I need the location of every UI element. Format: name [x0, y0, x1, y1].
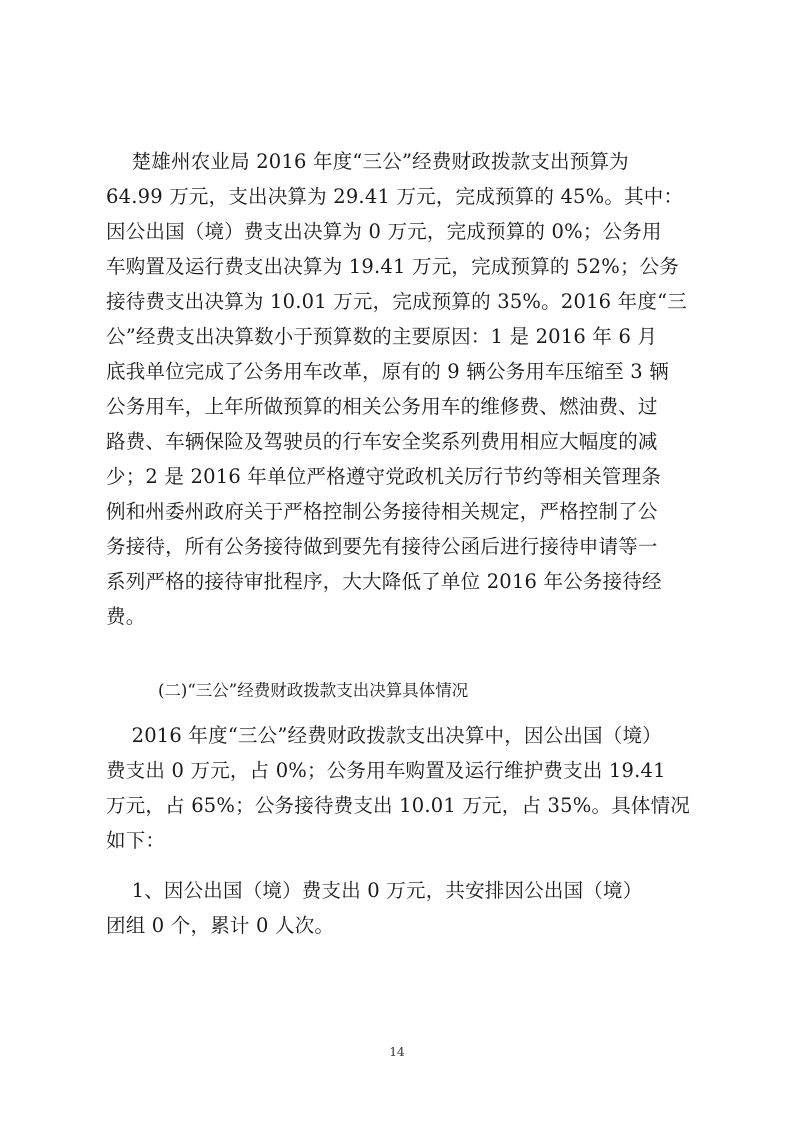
- paragraph-1-line: 务接待，所有公务接待做到要先有接待公函后进行接待申请等一: [106, 535, 658, 558]
- paragraph-1-line: 公务用车，上年所做预算的相关公务用车的维修费、燃油费、过: [106, 395, 658, 418]
- paragraph-2-line: 费支出 0 万元，占 0%；公务用车购置及运行维护费支出 19.41: [106, 759, 666, 782]
- paragraph-1-line: 底我单位完成了公务用车改革，原有的 9 辆公务用车压缩至 3 辆: [106, 360, 670, 383]
- paragraph-1-line: 因公出国（境）费支出决算为 0 万元，完成预算的 0%；公务用: [106, 220, 662, 243]
- paragraph-3-line: 1、因公出国（境）费支出 0 万元，共安排因公出国（境）: [106, 879, 643, 902]
- paragraph-2-line: 2016 年度“三公”经费财政拨款支出决算中，因公出国（境）: [106, 724, 662, 747]
- paragraph-1-line: 接待费支出决算为 10.01 万元，完成预算的 35%。2016 年度“三: [106, 290, 687, 313]
- paragraph-1-line: 楚雄州农业局 2016 年度“三公”经费财政拨款支出预算为: [106, 150, 629, 173]
- paragraph-3-line: 团组 0 个，累计 0 人次。: [106, 914, 335, 937]
- paragraph-1-line: 车购置及运行费支出决算为 19.41 万元，完成预算的 52%；公务: [106, 255, 680, 278]
- paragraph-1-line: 64.99 万元，支出决算为 29.41 万元，完成预算的 45%。其中：: [106, 185, 684, 208]
- section-heading: (二)“三公”经费财政拨款支出决算具体情况: [158, 681, 469, 700]
- paragraph-2-line: 万元，占 65%；公务接待费支出 10.01 万元，占 35%。具体情况: [106, 794, 691, 817]
- paragraph-2-line: 如下：: [106, 829, 166, 852]
- paragraph-1-line: 费。: [106, 605, 146, 628]
- paragraph-1-line: 少；2 是 2016 年单位严格遵守党政机关厉行节约等相关管理条: [106, 465, 662, 488]
- paragraph-1-line: 公”经费支出决算数小于预算数的主要原因：1 是 2016 年 6 月: [106, 325, 658, 348]
- paragraph-1-line: 路费、车辆保险及驾驶员的行车安全奖系列费用相应大幅度的减: [106, 430, 658, 453]
- paragraph-1-line: 系列严格的接待审批程序，大大降低了单位 2016 年公务接待经: [106, 570, 662, 593]
- paragraph-1-line: 例和州委州政府关于严格控制公务接待相关规定，严格控制了公: [106, 500, 658, 523]
- page-number: 14: [389, 1045, 405, 1059]
